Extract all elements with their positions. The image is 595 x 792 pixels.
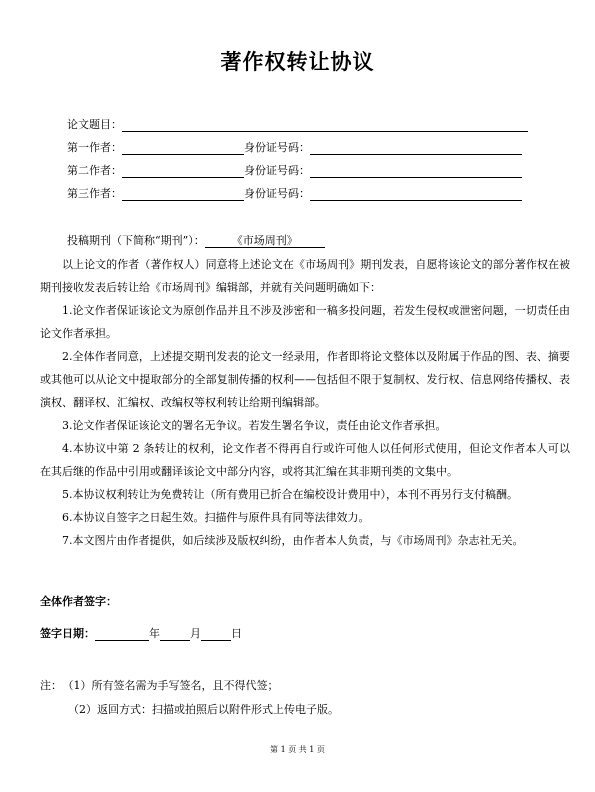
sign-day-blank[interactable] bbox=[201, 628, 231, 641]
note-1: （1）所有签名需为手写签名，且不得代签； bbox=[68, 679, 279, 692]
page-number-footer: 第 1 页 共 1 页 bbox=[270, 745, 325, 754]
clause-6: 6.本协议自签字之日起生效。扫描件与原件具有同等法律效力。 bbox=[62, 511, 370, 524]
note-1-row bbox=[40, 677, 279, 693]
document-title: 著作权转让协议 bbox=[220, 50, 375, 74]
journal-value: 《市场周刊》 bbox=[205, 235, 325, 248]
author2-id-blank[interactable] bbox=[310, 165, 522, 178]
clause-1: 1.论文作者保证该论文为原创作品并且不涉及涉密和一稿多投问题，若发生侵权或泄密问题，一切责任由论文作者承担。 bbox=[40, 304, 570, 340]
author3-id-blank[interactable] bbox=[310, 188, 522, 201]
author1-row bbox=[67, 141, 522, 155]
author1-blank[interactable] bbox=[122, 142, 244, 155]
paragraph-intro: 以上论文的作者（著作权人）同意将上述论文在《市场周刊》期刊发表，自愿将该论文的部分著作权在被期刊接收发表后转让给《市场周刊》编辑部，并就有关问题明确如下： bbox=[40, 258, 570, 294]
clause-7: 7.本文图片由作者提供，如后续涉及版权纠纷，由作者本人负责，与《市场周刊》杂志社无关。 bbox=[62, 534, 524, 547]
paper-title-label: 论文题目： bbox=[67, 118, 122, 131]
author1-label: 第一作者： bbox=[67, 141, 122, 154]
sign-year-blank[interactable] bbox=[95, 628, 149, 641]
sign-day-label: 日 bbox=[231, 627, 242, 640]
agreement-body bbox=[40, 253, 570, 552]
author2-row bbox=[67, 164, 522, 178]
note-2: （2）返回方式：扫描或拍照后以附件形式上传电子版。 bbox=[68, 703, 339, 716]
paper-title-row bbox=[67, 118, 528, 132]
author3-blank[interactable] bbox=[122, 188, 244, 201]
author1-id-label: 身份证号码： bbox=[244, 141, 310, 154]
sign-month-label: 月 bbox=[190, 627, 201, 640]
journal-label: 投稿期刊（下简称“期刊”）： bbox=[67, 234, 205, 247]
note-prefix: 注： bbox=[40, 679, 62, 692]
clause-2: 2.全体作者同意，上述提交期刊发表的论文一经录用，作者即将论文整体以及附属于作品的图、表、摘要或其他可以从论文中提取部分的全部复制传播的权利——包括但不限于复制权、发行权、信息网络传播权、表演权、翻译权、汇编权、改编权等权利转让给期刊编辑部。 bbox=[40, 350, 570, 409]
signature-date-row bbox=[40, 625, 242, 641]
author2-label: 第二作者： bbox=[67, 164, 122, 177]
clause-3: 3.论文作者保证该论文的署名无争议。若发生署名争议，责任由论文作者承担。 bbox=[62, 419, 447, 432]
author1-id-blank[interactable] bbox=[310, 142, 522, 155]
author3-row bbox=[67, 187, 522, 201]
author3-id-label: 身份证号码： bbox=[244, 187, 310, 200]
author3-label: 第三作者： bbox=[67, 187, 122, 200]
paper-title-blank[interactable] bbox=[122, 119, 528, 132]
author2-id-label: 身份证号码： bbox=[244, 164, 310, 177]
clause-4: 4.本协议中第 2 条转让的权利，论文作者不得再自行或许可他人以任何形式使用，但论文作者本人可以在其后继的作品中引用或翻译该论文中部分内容，或将其汇编在其非期刊类的文集中。 bbox=[40, 442, 570, 478]
author2-blank[interactable] bbox=[122, 165, 244, 178]
sign-year-label: 年 bbox=[149, 627, 160, 640]
signature-label: 全体作者签字： bbox=[40, 595, 117, 608]
clause-5: 5.本协议权利转让为免费转让（所有费用已折合在编校设计费用中），本刊不再另行支付稿酬。 bbox=[62, 488, 518, 501]
journal-row bbox=[67, 234, 325, 248]
sign-month-blank[interactable] bbox=[160, 628, 190, 641]
signature-date-label: 签字日期： bbox=[40, 627, 95, 640]
